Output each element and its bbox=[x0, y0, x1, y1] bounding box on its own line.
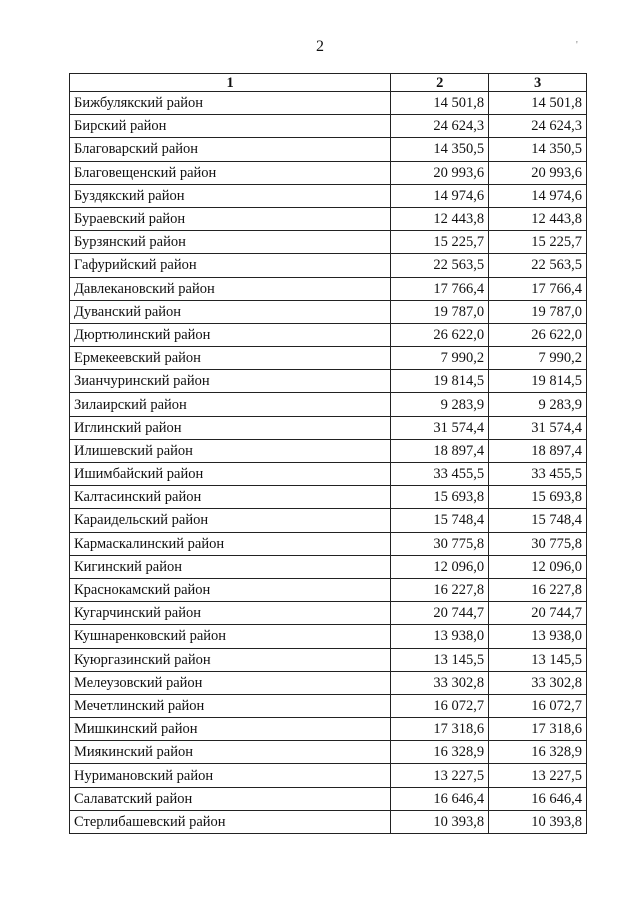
district-name-cell: Стерлибашевский район bbox=[70, 810, 391, 833]
district-name-cell: Кушнаренковский район bbox=[70, 625, 391, 648]
table-row bbox=[70, 300, 587, 323]
district-name-cell: Ермекеевский район bbox=[70, 347, 391, 370]
value-col2-cell: 16 328,9 bbox=[391, 741, 489, 764]
district-name-cell: Бураевский район bbox=[70, 207, 391, 230]
district-name-cell: Иглинский район bbox=[70, 416, 391, 439]
column-header-3: 3 bbox=[489, 74, 587, 92]
district-name-cell: Ишимбайский район bbox=[70, 463, 391, 486]
table-row bbox=[70, 184, 587, 207]
district-name-cell: Бижбулякский район bbox=[70, 92, 391, 115]
table-row bbox=[70, 787, 587, 810]
district-name-cell: Бирский район bbox=[70, 115, 391, 138]
value-col2-cell: 19 814,5 bbox=[391, 370, 489, 393]
page-number: 2 bbox=[316, 38, 324, 55]
column-header-1: 1 bbox=[70, 74, 391, 92]
value-col3-cell: 13 227,5 bbox=[489, 764, 587, 787]
table-row bbox=[70, 254, 587, 277]
value-col2-cell: 26 622,0 bbox=[391, 323, 489, 346]
value-col2-cell: 33 302,8 bbox=[391, 671, 489, 694]
value-col3-cell: 14 974,6 bbox=[489, 184, 587, 207]
table-row bbox=[70, 509, 587, 532]
table-row bbox=[70, 92, 587, 115]
value-col3-cell: 20 993,6 bbox=[489, 161, 587, 184]
value-col3-cell: 17 318,6 bbox=[489, 718, 587, 741]
table-row bbox=[70, 138, 587, 161]
value-col3-cell: 15 748,4 bbox=[489, 509, 587, 532]
value-col3-cell: 15 693,8 bbox=[489, 486, 587, 509]
value-col3-cell: 26 622,0 bbox=[489, 323, 587, 346]
table-row bbox=[70, 231, 587, 254]
value-col3-cell: 13 938,0 bbox=[489, 625, 587, 648]
value-col2-cell: 16 072,7 bbox=[391, 694, 489, 717]
table-row bbox=[70, 486, 587, 509]
value-col2-cell: 19 787,0 bbox=[391, 300, 489, 323]
data-table bbox=[69, 73, 587, 834]
value-col2-cell: 24 624,3 bbox=[391, 115, 489, 138]
value-col2-cell: 10 393,8 bbox=[391, 810, 489, 833]
district-name-cell: Кармаскалинский район bbox=[70, 532, 391, 555]
table-row bbox=[70, 532, 587, 555]
table-row bbox=[70, 277, 587, 300]
table-row bbox=[70, 718, 587, 741]
value-col3-cell: 19 787,0 bbox=[489, 300, 587, 323]
value-col3-cell: 16 227,8 bbox=[489, 578, 587, 601]
value-col2-cell: 13 145,5 bbox=[391, 648, 489, 671]
value-col3-cell: 13 145,5 bbox=[489, 648, 587, 671]
district-name-cell: Зилаирский район bbox=[70, 393, 391, 416]
district-name-cell: Давлекановский район bbox=[70, 277, 391, 300]
value-col3-cell: 14 350,5 bbox=[489, 138, 587, 161]
value-col2-cell: 31 574,4 bbox=[391, 416, 489, 439]
value-col2-cell: 16 646,4 bbox=[391, 787, 489, 810]
table-row bbox=[70, 115, 587, 138]
value-col2-cell: 30 775,8 bbox=[391, 532, 489, 555]
value-col3-cell: 30 775,8 bbox=[489, 532, 587, 555]
value-col3-cell: 20 744,7 bbox=[489, 602, 587, 625]
value-col3-cell: 7 990,2 bbox=[489, 347, 587, 370]
table-row bbox=[70, 463, 587, 486]
value-col2-cell: 13 227,5 bbox=[391, 764, 489, 787]
value-col3-cell: 14 501,8 bbox=[489, 92, 587, 115]
value-col2-cell: 7 990,2 bbox=[391, 347, 489, 370]
district-name-cell: Миякинский район bbox=[70, 741, 391, 764]
district-name-cell: Калтасинский район bbox=[70, 486, 391, 509]
value-col2-cell: 18 897,4 bbox=[391, 439, 489, 462]
value-col2-cell: 33 455,5 bbox=[391, 463, 489, 486]
district-name-cell: Куюргазинский район bbox=[70, 648, 391, 671]
value-col2-cell: 15 693,8 bbox=[391, 486, 489, 509]
table-row bbox=[70, 207, 587, 230]
value-col3-cell: 9 283,9 bbox=[489, 393, 587, 416]
header-row bbox=[70, 74, 587, 92]
value-col2-cell: 17 318,6 bbox=[391, 718, 489, 741]
table-row bbox=[70, 347, 587, 370]
value-col2-cell: 17 766,4 bbox=[391, 277, 489, 300]
value-col2-cell: 9 283,9 bbox=[391, 393, 489, 416]
district-name-cell: Мишкинский район bbox=[70, 718, 391, 741]
table-row bbox=[70, 416, 587, 439]
value-col3-cell: 33 455,5 bbox=[489, 463, 587, 486]
district-name-cell: Кугарчинский район bbox=[70, 602, 391, 625]
value-col2-cell: 22 563,5 bbox=[391, 254, 489, 277]
value-col3-cell: 17 766,4 bbox=[489, 277, 587, 300]
district-name-cell: Мелеузовский район bbox=[70, 671, 391, 694]
table-row bbox=[70, 602, 587, 625]
table-row bbox=[70, 439, 587, 462]
value-col3-cell: 15 225,7 bbox=[489, 231, 587, 254]
district-name-cell: Илишевский район bbox=[70, 439, 391, 462]
value-col2-cell: 13 938,0 bbox=[391, 625, 489, 648]
table-row bbox=[70, 370, 587, 393]
value-col3-cell: 12 096,0 bbox=[489, 555, 587, 578]
value-col2-cell: 12 443,8 bbox=[391, 207, 489, 230]
corner-mark: ' bbox=[576, 40, 578, 51]
district-name-cell: Караидельский район bbox=[70, 509, 391, 532]
district-name-cell: Благовещенский район bbox=[70, 161, 391, 184]
value-col3-cell: 16 072,7 bbox=[489, 694, 587, 717]
district-name-cell: Буздякский район bbox=[70, 184, 391, 207]
table-row bbox=[70, 741, 587, 764]
value-col2-cell: 15 748,4 bbox=[391, 509, 489, 532]
value-col3-cell: 31 574,4 bbox=[489, 416, 587, 439]
table-row bbox=[70, 671, 587, 694]
table-row bbox=[70, 648, 587, 671]
value-col3-cell: 10 393,8 bbox=[489, 810, 587, 833]
value-col2-cell: 14 350,5 bbox=[391, 138, 489, 161]
table-row bbox=[70, 555, 587, 578]
value-col3-cell: 18 897,4 bbox=[489, 439, 587, 462]
value-col3-cell: 24 624,3 bbox=[489, 115, 587, 138]
value-col2-cell: 14 501,8 bbox=[391, 92, 489, 115]
table-row bbox=[70, 764, 587, 787]
value-col2-cell: 12 096,0 bbox=[391, 555, 489, 578]
district-name-cell: Бурзянский район bbox=[70, 231, 391, 254]
district-name-cell: Кигинский район bbox=[70, 555, 391, 578]
table-row bbox=[70, 694, 587, 717]
district-name-cell: Зианчуринский район bbox=[70, 370, 391, 393]
district-name-cell: Благоварский район bbox=[70, 138, 391, 161]
table-row bbox=[70, 323, 587, 346]
value-col3-cell: 33 302,8 bbox=[489, 671, 587, 694]
table-row bbox=[70, 161, 587, 184]
district-name-cell: Дюртюлинский район bbox=[70, 323, 391, 346]
district-name-cell: Дуванский район bbox=[70, 300, 391, 323]
district-name-cell: Краснокамский район bbox=[70, 578, 391, 601]
table-row bbox=[70, 625, 587, 648]
value-col2-cell: 20 744,7 bbox=[391, 602, 489, 625]
district-name-cell: Гафурийский район bbox=[70, 254, 391, 277]
table-row bbox=[70, 810, 587, 833]
value-col3-cell: 12 443,8 bbox=[489, 207, 587, 230]
value-col2-cell: 14 974,6 bbox=[391, 184, 489, 207]
district-name-cell: Нуримановский район bbox=[70, 764, 391, 787]
value-col3-cell: 16 646,4 bbox=[489, 787, 587, 810]
column-header-2: 2 bbox=[391, 74, 489, 92]
value-col3-cell: 16 328,9 bbox=[489, 741, 587, 764]
district-name-cell: Салаватский район bbox=[70, 787, 391, 810]
value-col2-cell: 15 225,7 bbox=[391, 231, 489, 254]
table-row bbox=[70, 393, 587, 416]
value-col2-cell: 16 227,8 bbox=[391, 578, 489, 601]
value-col3-cell: 22 563,5 bbox=[489, 254, 587, 277]
table-row bbox=[70, 578, 587, 601]
value-col3-cell: 19 814,5 bbox=[489, 370, 587, 393]
district-name-cell: Мечетлинский район bbox=[70, 694, 391, 717]
table-body bbox=[70, 92, 587, 834]
value-col2-cell: 20 993,6 bbox=[391, 161, 489, 184]
